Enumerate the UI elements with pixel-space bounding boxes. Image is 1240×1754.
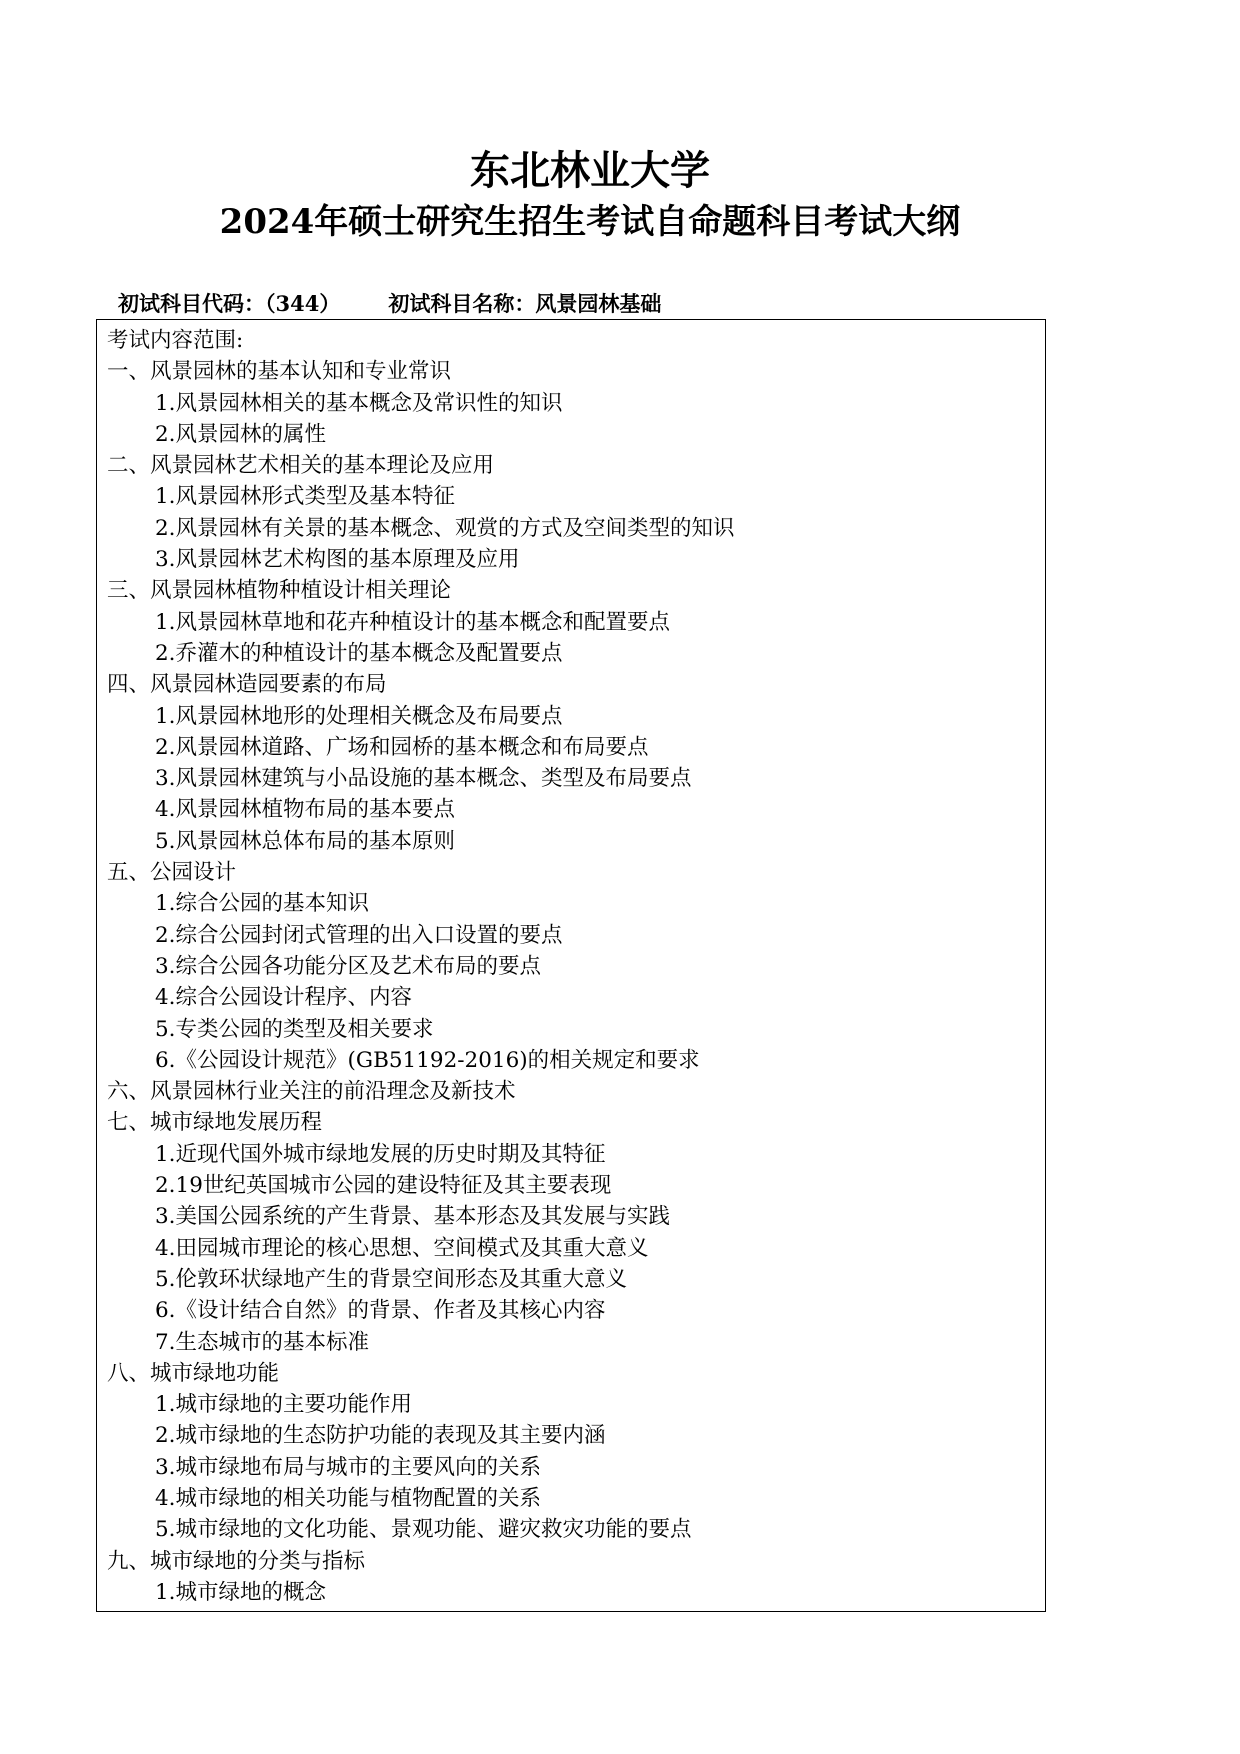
section-item: 1.综合公园的基本知识 bbox=[155, 891, 370, 917]
section-item: 2.风景园林有关景的基本概念、观赏的方式及空间类型的知识 bbox=[155, 515, 735, 541]
section-item: 4.城市绿地的相关功能与植物配置的关系 bbox=[155, 1485, 542, 1511]
section-title: 四、风景园林造园要素的布局 bbox=[107, 672, 387, 698]
section-title: 七、城市绿地发展历程 bbox=[107, 1110, 323, 1136]
section-item: 1.风景园林形式类型及基本特征 bbox=[155, 484, 456, 510]
section-item: 3.风景园林建筑与小品设施的基本概念、类型及布局要点 bbox=[155, 766, 692, 792]
section-item: 4.综合公园设计程序、内容 bbox=[155, 985, 413, 1011]
section-item: 1.风景园林相关的基本概念及常识性的知识 bbox=[155, 390, 563, 416]
section-title: 一、风景园林的基本认知和专业常识 bbox=[107, 359, 452, 385]
subject-info bbox=[118, 290, 1098, 318]
section-item: 7.生态城市的基本标准 bbox=[155, 1329, 370, 1355]
section-item: 2.综合公园封闭式管理的出入口设置的要点 bbox=[155, 922, 563, 948]
university-title: 东北林业大学 bbox=[470, 147, 710, 194]
exam-outline-title: 2024年硕士研究生招生考试自命题科目考试大纲 bbox=[219, 202, 961, 242]
section-item: 2.风景园林的属性 bbox=[155, 421, 327, 447]
section-item: 2.城市绿地的生态防护功能的表现及其主要内涵 bbox=[155, 1423, 606, 1449]
section-title: 八、城市绿地功能 bbox=[107, 1360, 280, 1386]
section-item: 6.《设计结合自然》的背景、作者及其核心内容 bbox=[155, 1298, 606, 1324]
section-item: 3.综合公园各功能分区及艺术布局的要点 bbox=[155, 953, 542, 979]
section-item: 5.专类公园的类型及相关要求 bbox=[155, 1016, 434, 1042]
outline-box bbox=[96, 319, 1046, 1612]
section-item: 2.19世纪英国城市公园的建设特征及其主要表现 bbox=[155, 1173, 612, 1199]
subject-name: 初试科目名称：风景园林基础 bbox=[388, 291, 662, 316]
outline-content bbox=[107, 325, 1039, 1608]
section-item: 3.城市绿地布局与城市的主要风向的关系 bbox=[155, 1454, 542, 1480]
section-title: 二、风景园林艺术相关的基本理论及应用 bbox=[107, 453, 495, 479]
section-item: 4.田园城市理论的核心思想、空间模式及其重大意义 bbox=[155, 1235, 649, 1261]
section-item: 5.风景园林总体布局的基本原则 bbox=[155, 828, 456, 854]
section-item: 5.城市绿地的文化功能、景观功能、避灾救灾功能的要点 bbox=[155, 1517, 692, 1543]
section-item: 3.风景园林艺术构图的基本原理及应用 bbox=[155, 547, 520, 573]
section-item: 3.美国公园系统的产生背景、基本形态及其发展与实践 bbox=[155, 1204, 671, 1230]
section-title: 五、公园设计 bbox=[107, 860, 237, 886]
section-title: 三、风景园林植物种植设计相关理论 bbox=[107, 578, 452, 604]
section-title: 九、城市绿地的分类与指标 bbox=[107, 1548, 366, 1574]
section-item: 2.乔灌木的种植设计的基本概念及配置要点 bbox=[155, 640, 563, 666]
subject-code: 初试科目代码：（344） bbox=[118, 291, 341, 316]
section-item: 2.风景园林道路、广场和园桥的基本概念和布局要点 bbox=[155, 734, 649, 760]
section-item: 1.风景园林草地和花卉种植设计的基本概念和配置要点 bbox=[155, 609, 671, 635]
section-item: 5.伦敦环状绿地产生的背景空间形态及其重大意义 bbox=[155, 1266, 628, 1292]
section-item: 4.风景园林植物布局的基本要点 bbox=[155, 797, 456, 823]
section-item: 1.风景园林地形的处理相关概念及布局要点 bbox=[155, 703, 563, 729]
section-item: 1.城市绿地的主要功能作用 bbox=[155, 1392, 413, 1418]
section-item: 6.《公园设计规范》(GB51192-2016)的相关规定和要求 bbox=[155, 1047, 700, 1073]
section-title: 六、风景园林行业关注的前沿理念及新技术 bbox=[107, 1079, 516, 1105]
outline-heading: 考试内容范围: bbox=[107, 328, 244, 353]
section-item: 1.近现代国外城市绿地发展的历史时期及其特征 bbox=[155, 1141, 606, 1167]
section-item: 1.城市绿地的概念 bbox=[155, 1579, 327, 1605]
